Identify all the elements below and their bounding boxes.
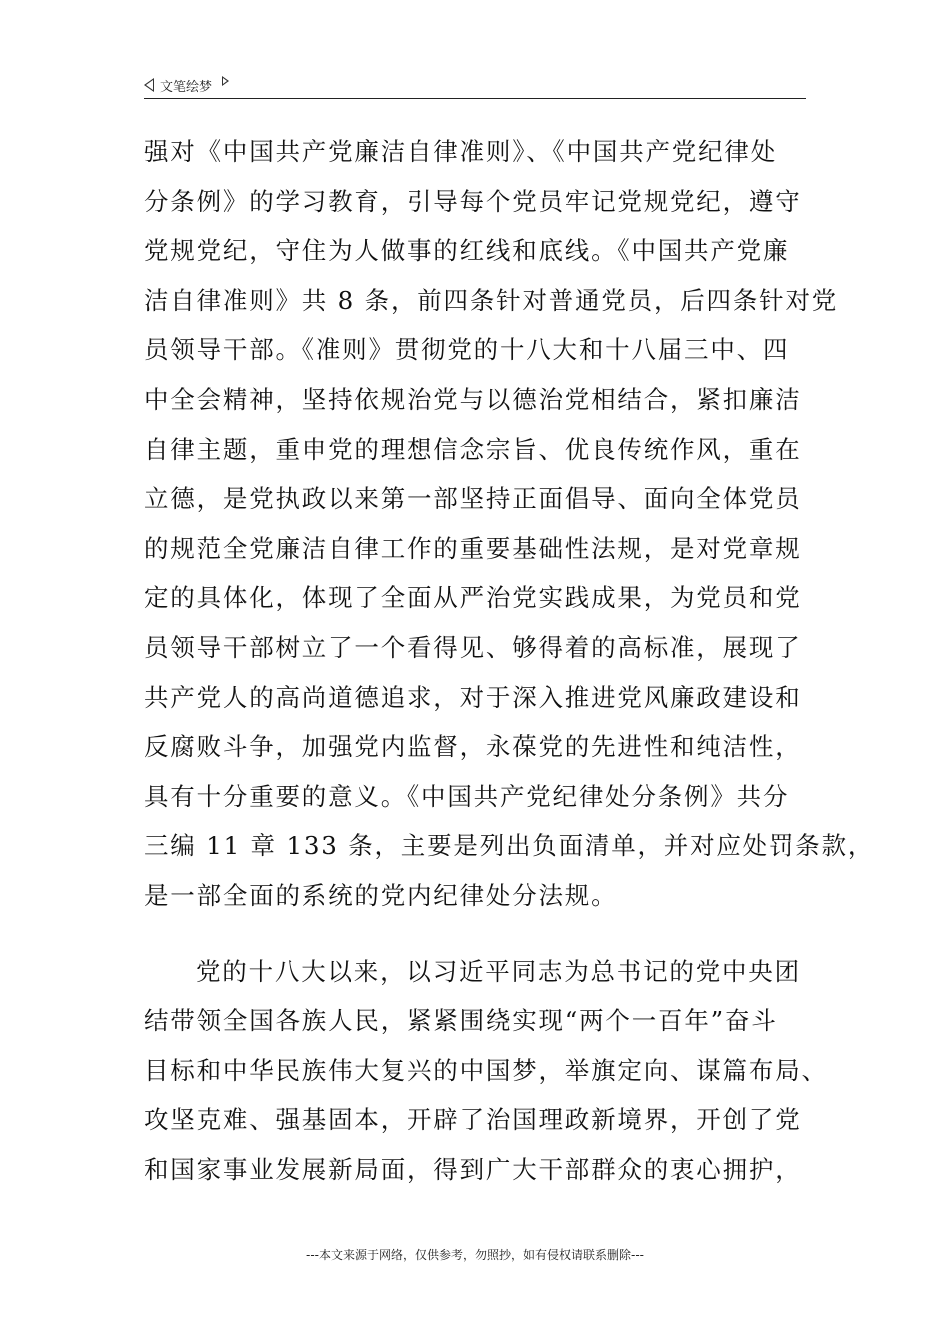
right-triangle-icon	[222, 76, 229, 86]
paragraph-1	[144, 127, 875, 921]
text-line: 具有十分重要的意义。《中国共产党纪律处分条例》共分	[144, 781, 790, 811]
text-line: 是一部全面的系统的党内纪律处分法规。	[144, 880, 618, 910]
text-line: 强对《中国共产党廉洁自律准则》、《中国共产党纪律处	[144, 137, 777, 166]
text-line: 员领导干部。《准则》贯彻党的十八大和十八届三中、四	[144, 335, 790, 365]
page-header	[144, 72, 806, 99]
text-line: 结带领全国各族人民，紧紧围绕实现“两个一百年”奋斗	[144, 1006, 778, 1036]
text-line: 共产党人的高尚道德追求，对于深入推进党风廉政建设和	[144, 682, 802, 712]
text-line: 洁自律准则》共 8 条，前四条针对普通党员，后四条针对党	[144, 285, 839, 315]
text-line: 的规范全党廉洁自律工作的重要基础性法规，是对党章规	[144, 533, 802, 563]
text-line: 攻坚克难、强基固本，开辟了治国理政新境界，开创了党	[144, 1105, 802, 1135]
text-line: 立德，是党执政以来第一部坚持正面倡导、面向全体党员	[144, 484, 802, 514]
page-footer: ---本文来源于网络，仅供参考，勿照抄，如有侵权请联系删除---	[306, 1248, 644, 1262]
text-line: 自律主题，重申党的理想信念宗旨、优良传统作风，重在	[144, 434, 802, 464]
text-line: 党规党纪，守住为人做事的红线和底线。《中国共产党廉	[144, 236, 790, 266]
left-triangle-icon	[144, 78, 154, 92]
text-line: 和国家事业发展新局面，得到广大干部群众的衷心拥护，	[144, 1154, 802, 1184]
paragraph-spacer	[144, 921, 812, 947]
text-line: 反腐败斗争，加强党内监督，永葆党的先进性和纯洁性，	[144, 732, 802, 762]
text-line: 党的十八大以来，以习近平同志为总书记的党中央团	[196, 956, 801, 986]
text-line: 三编 11 章 133 条，主要是列出负面清单，并对应处罚条款，	[144, 831, 875, 861]
text-line: 目标和中华民族伟大复兴的中国梦，举旗定向、谋篇布局、	[144, 1055, 828, 1085]
header-title: 文笔绘梦	[160, 79, 213, 95]
text-line: 定的具体化，体现了全面从严治党实践成果，为党员和党	[144, 583, 802, 613]
text-line: 分条例》的学习教育，引导每个党员牢记党规党纪，遵守	[144, 186, 802, 216]
text-line: 中全会精神，坚持依规治党与以德治党相结合，紧扣廉洁	[144, 384, 802, 414]
document-body	[144, 127, 875, 1194]
paragraph-2	[144, 947, 828, 1195]
text-line: 员领导干部树立了一个看得见、够得着的高标准，展现了	[144, 632, 802, 662]
